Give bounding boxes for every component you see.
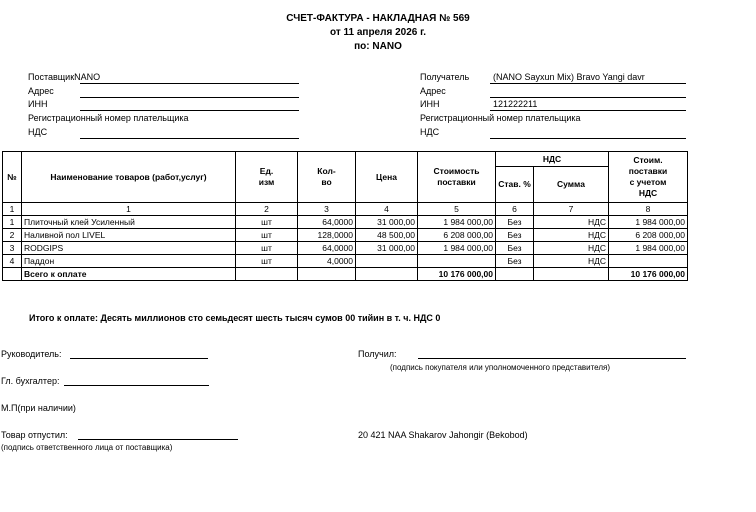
accountant-signature-line: [64, 385, 209, 386]
row-cost: 6 208 000,00: [418, 229, 496, 242]
row-total: 1 984 000,00: [609, 242, 688, 255]
row-price: [356, 255, 418, 268]
total-empty-cell: [298, 268, 356, 281]
supplier-inn-line: [80, 110, 299, 111]
recipient-inn-line: [490, 110, 686, 111]
row-qty: 128,0000: [298, 229, 356, 242]
recipient-reg-label: Регистрационный номер плательщика: [420, 113, 581, 123]
total-empty-cell: [496, 268, 534, 281]
supplier-address-line: [80, 97, 299, 98]
col-header-name: Наименование товаров (работ,услуг): [22, 152, 236, 203]
row-total: 6 208 000,00: [609, 229, 688, 242]
recipient-inn-label: ИНН: [420, 99, 440, 109]
total-empty-cell: [236, 268, 298, 281]
vehicle-info: 20 421 NAA Shakarov Jahongir (Bekobod): [358, 430, 528, 440]
row-rate: Без: [496, 255, 534, 268]
table-row: [3, 216, 688, 229]
col-header-sum: Сумма: [534, 167, 609, 203]
row-rate: Без: [496, 216, 534, 229]
document-basis: по: NANO: [354, 41, 402, 52]
row-sum: НДС: [534, 255, 609, 268]
row-unit: шт: [236, 229, 298, 242]
total-empty-cell: [534, 268, 609, 281]
row-no: 1: [3, 216, 22, 229]
row-no: 3: [3, 242, 22, 255]
row-qty: 4,0000: [298, 255, 356, 268]
table-row: [3, 255, 688, 268]
row-qty: 64,0000: [298, 242, 356, 255]
col-number: 3: [298, 203, 356, 216]
column-numbers-row: [3, 203, 688, 216]
recipient-address-label: Адрес: [420, 86, 446, 96]
row-name: Паддон: [22, 255, 236, 268]
row-no: 2: [3, 229, 22, 242]
col-header-price: Цена: [356, 152, 418, 203]
supplier-name-line: [80, 83, 299, 84]
row-price: 31 000,00: [356, 216, 418, 229]
row-name: RODGIPS: [22, 242, 236, 255]
row-price: 31 000,00: [356, 242, 418, 255]
supplier-reg-label: Регистрационный номер плательщика: [28, 113, 189, 123]
total-empty-cell: [3, 268, 22, 281]
supplier-row: [28, 72, 100, 82]
released-note: (подпись ответственного лица от поставщика): [1, 443, 173, 452]
col-number: 6: [496, 203, 534, 216]
row-sum: НДС: [534, 229, 609, 242]
row-no: 4: [3, 255, 22, 268]
received-signature-line: [418, 358, 686, 359]
row-rate: Без: [496, 229, 534, 242]
director-label: Руководитель:: [1, 349, 62, 359]
total-row: [3, 268, 688, 281]
supplier-nds-label: НДС: [28, 127, 48, 137]
col-number: 7: [534, 203, 609, 216]
col-header-cost: Стоимость поставки: [418, 152, 496, 203]
col-number: 4: [356, 203, 418, 216]
row-cost: 1 984 000,00: [418, 216, 496, 229]
col-header-unit: Ед. изм: [236, 152, 298, 203]
recipient-nds-line: [490, 138, 686, 139]
supplier-inn-label: ИНН: [28, 99, 48, 109]
document-date: от 11 апреля 2026 г.: [329, 27, 427, 38]
amount-in-words: Итого к оплате: Десять миллионов сто семьдесят шесть тысяч сумов 00 тийин в т. ч. НДС 0: [29, 313, 441, 323]
col-number: 2: [236, 203, 298, 216]
row-total: 1 984 000,00: [609, 216, 688, 229]
row-total: [609, 255, 688, 268]
table-header-row: [3, 152, 688, 167]
recipient-inn: 121222211: [493, 99, 538, 109]
released-signature-line: [78, 439, 238, 440]
col-header-nds: НДС: [496, 152, 609, 167]
accountant-label: Гл. бухгалтер:: [1, 376, 60, 386]
invoice-table: [2, 151, 688, 281]
row-sum: НДС: [534, 216, 609, 229]
col-number: 8: [609, 203, 688, 216]
col-number: 1: [22, 203, 236, 216]
document-title: СЧЕТ-ФАКТУРА - НАКЛАДНАЯ № 569: [286, 13, 470, 24]
received-label: Получил:: [358, 349, 397, 359]
director-signature-line: [70, 358, 208, 359]
row-price: 48 500,00: [356, 229, 418, 242]
row-cost: 1 984 000,00: [418, 242, 496, 255]
row-rate: Без: [496, 242, 534, 255]
received-note: (подпись покупателя или уполномоченного представителя): [390, 363, 611, 372]
total-empty-cell: [356, 268, 418, 281]
table-row: [3, 229, 688, 242]
row-cost: [418, 255, 496, 268]
row-sum: НДС: [534, 242, 609, 255]
col-header-total: Стоим. поставки с учетом НДС: [609, 152, 688, 203]
col-number: 5: [418, 203, 496, 216]
total-label: Всего к оплате: [22, 268, 236, 281]
recipient-address-line: [490, 97, 686, 98]
col-number: 1: [3, 203, 22, 216]
supplier-address-label: Адрес: [28, 86, 54, 96]
stamp-label: М.П(при наличии): [1, 403, 76, 413]
col-header-rate: Став. %: [496, 167, 534, 203]
total-with-nds: 10 176 000,00: [609, 268, 688, 281]
recipient-nds-label: НДС: [420, 127, 440, 137]
released-label: Товар отпустил:: [1, 430, 68, 440]
recipient-name-line: [490, 83, 686, 84]
row-unit: шт: [236, 255, 298, 268]
col-header-qty: Кол- во: [298, 152, 356, 203]
row-name: Плиточный клей Усиленный: [22, 216, 236, 229]
recipient-name: (NANO Sayxun Mix) Bravo Yangi davr: [493, 72, 645, 82]
col-header-no: №: [3, 152, 22, 203]
table-row: [3, 242, 688, 255]
row-unit: шт: [236, 216, 298, 229]
recipient-label: Получатель: [420, 72, 470, 82]
supplier-nds-line: [80, 138, 299, 139]
supplier-name: NANO: [74, 72, 101, 82]
total-cost: 10 176 000,00: [418, 268, 496, 281]
row-name: Наливной пол LIVEL: [22, 229, 236, 242]
row-unit: шт: [236, 242, 298, 255]
row-qty: 64,0000: [298, 216, 356, 229]
supplier-label: Поставщик: [28, 72, 75, 82]
